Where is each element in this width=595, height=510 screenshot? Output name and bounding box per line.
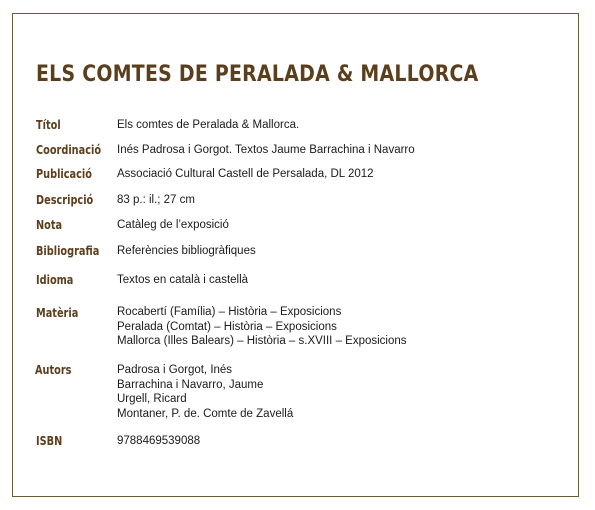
materia-line: Peralada (Comtat) – Història – Exposicions: [117, 320, 337, 333]
label-materia: Matèria: [36, 305, 79, 320]
label-titol: Títol: [36, 117, 61, 132]
value-descripcio: 83 p.: il.; 27 cm: [117, 194, 195, 206]
value-publicacio: Associació Cultural Castell de Persalada, DL 2012: [117, 168, 374, 180]
value-coordinacio: Inés Padrosa i Gorgot. Textos Jaume Barrachina i Navarro: [117, 144, 415, 156]
label-isbn: ISBN: [36, 433, 63, 448]
materia-line: Mallorca (Illes Balears) – Història – s.XVIII – Exposicions: [117, 335, 407, 347]
value-titol: Els comtes de Peralada & Mallorca.: [117, 119, 300, 131]
autor-line: Urgell, Ricard: [117, 393, 187, 405]
label-idioma: Idioma: [36, 272, 74, 287]
materia-line: Rocabertí (Família) – Història – Exposicions: [117, 306, 342, 318]
label-publicacio: Publicació: [36, 166, 92, 181]
label-coordinacio: Coordinació: [36, 142, 102, 157]
value-autors: [117, 363, 293, 421]
label-descripcio: Descripció: [36, 192, 94, 207]
autor-line: Barrachina i Navarro, Jaume: [117, 378, 264, 391]
value-materia: [117, 305, 407, 349]
autor-line: Padrosa i Gorgot, Inés: [117, 364, 233, 376]
value-idioma: Textos en català i castellà: [117, 274, 249, 286]
record-title: ELS COMTES DE PERALADA & MALLORCA: [36, 62, 479, 87]
value-isbn: 9788469539088: [117, 435, 201, 447]
value-bibliografia: Referències bibliogràfiques: [117, 245, 256, 257]
label-autors: Autors: [35, 362, 72, 377]
value-nota: Catàleg de l’exposició: [117, 219, 229, 231]
autor-line: Montaner, P. de. Comte de Zavellá: [117, 407, 294, 420]
label-nota: Nota: [36, 217, 63, 232]
label-bibliografia: Bibliografia: [36, 243, 100, 258]
